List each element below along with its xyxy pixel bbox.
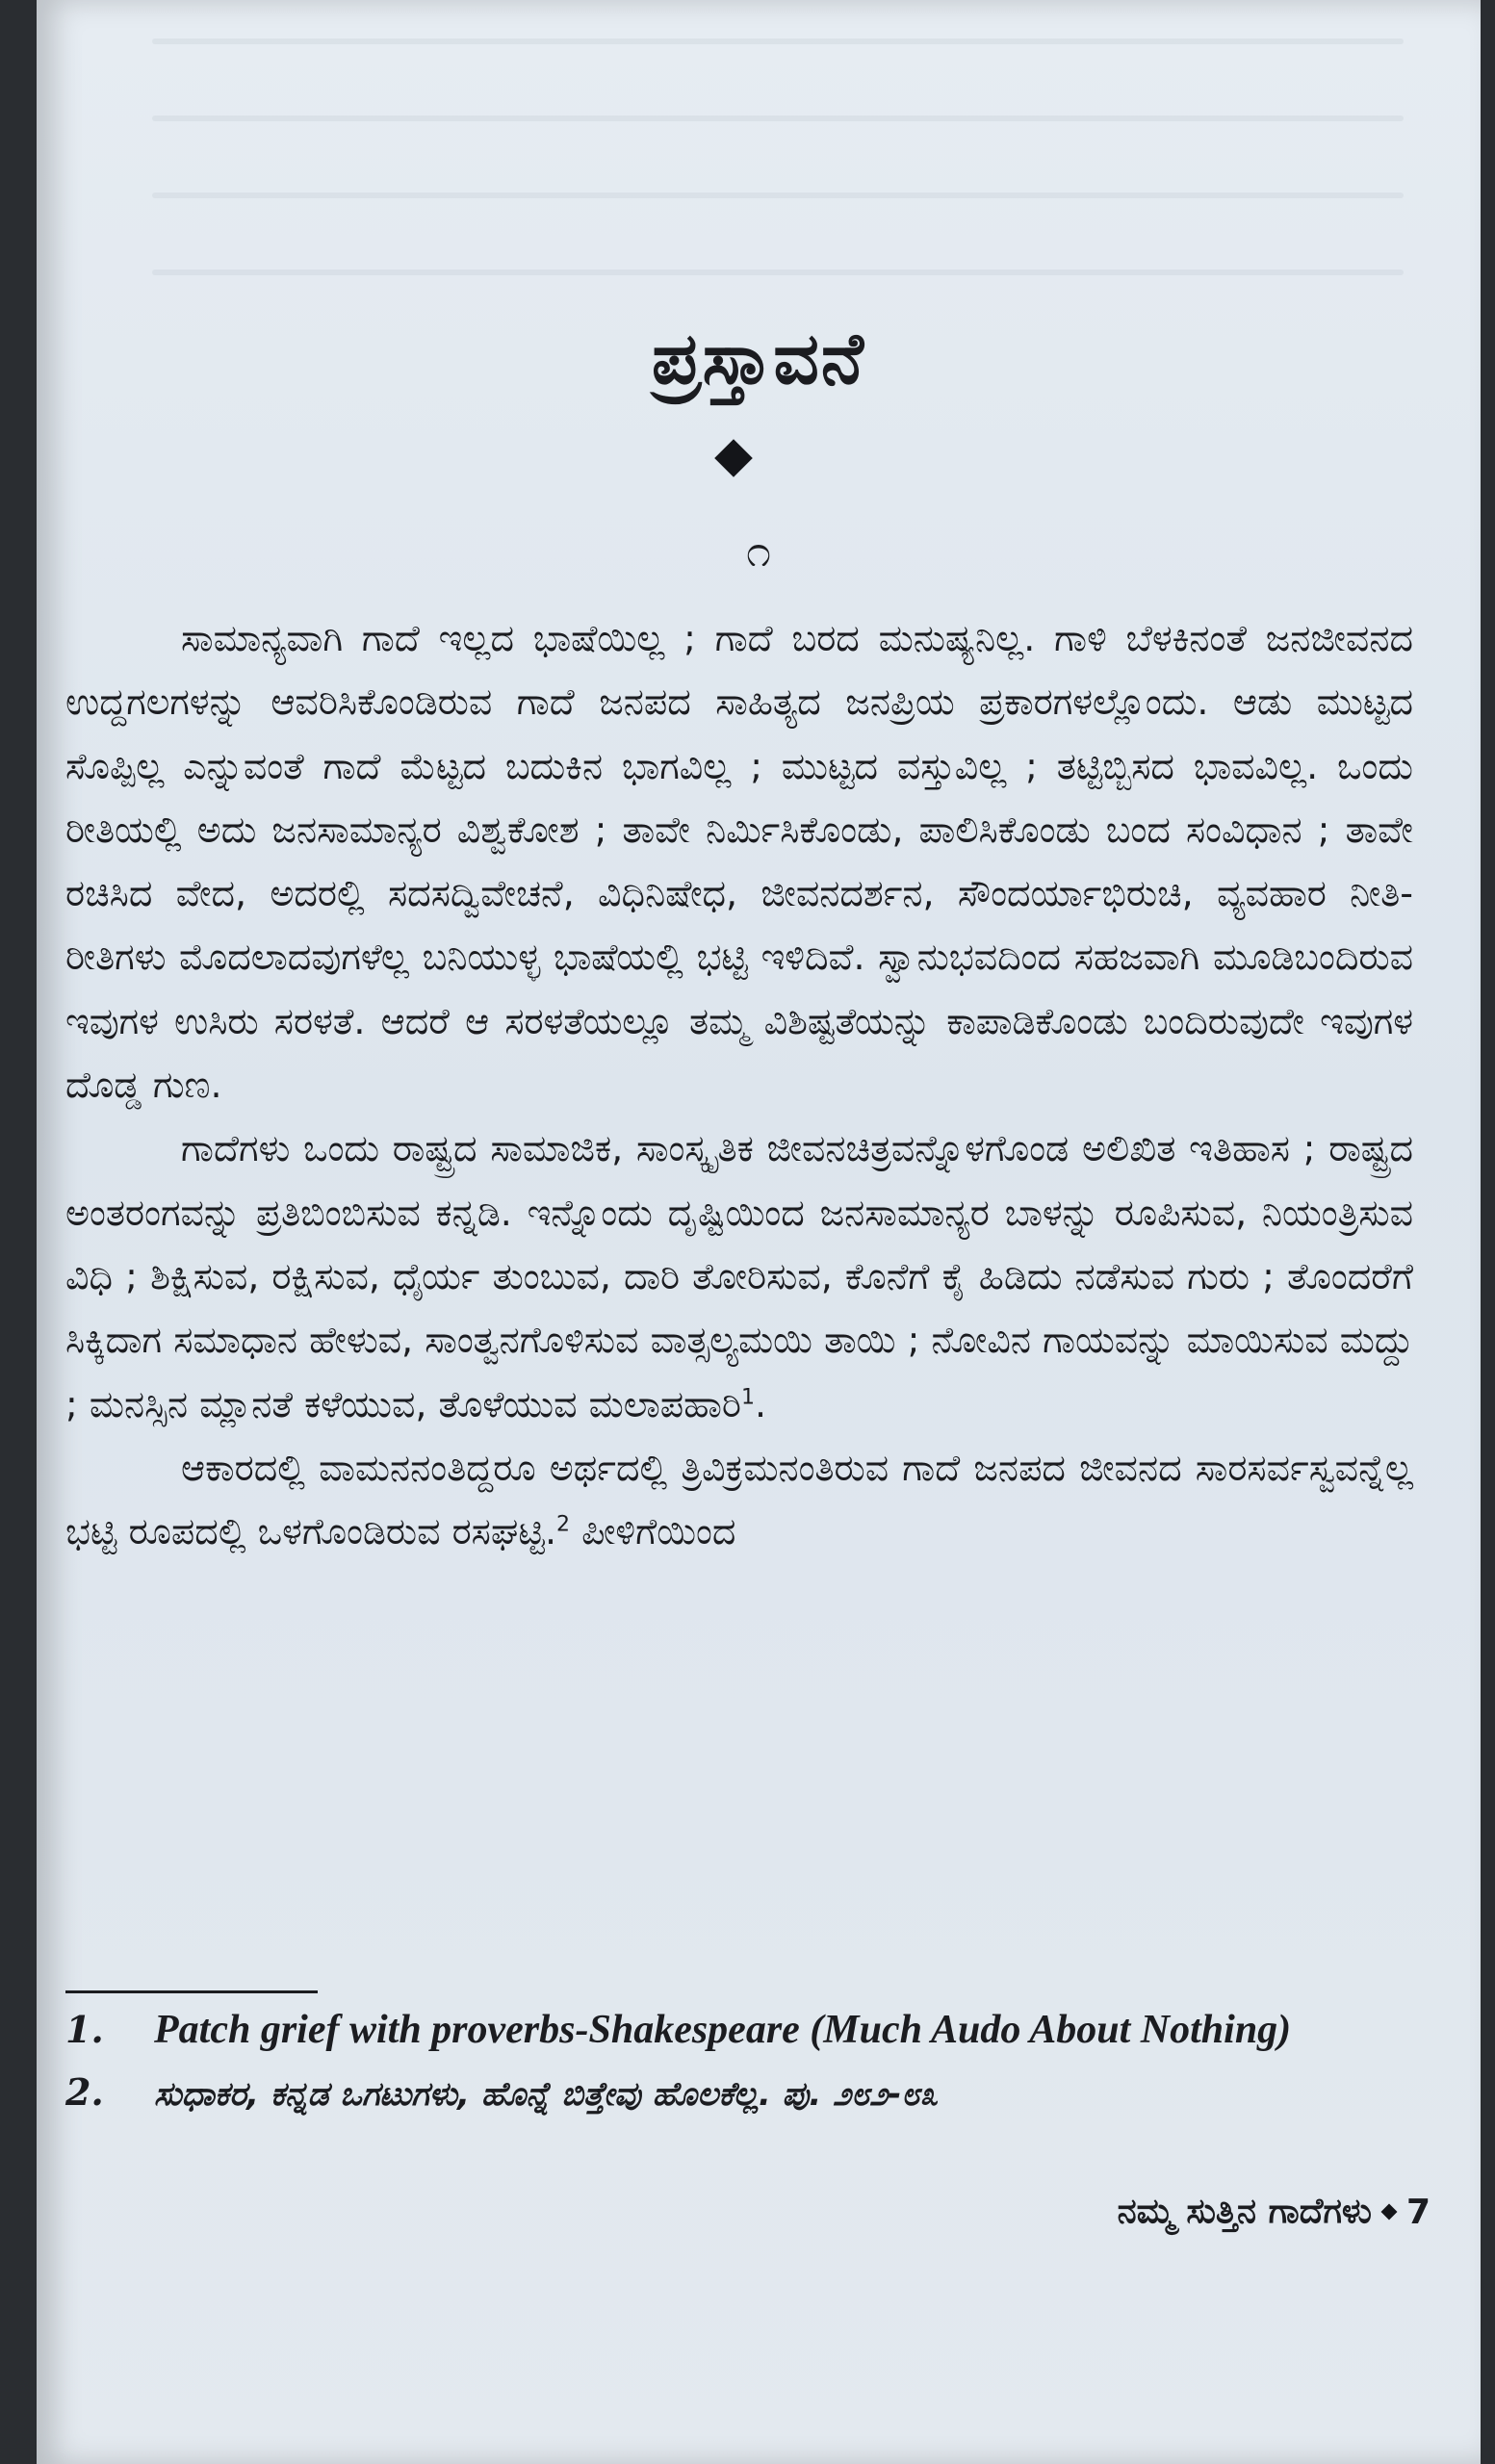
show-through-line [152,38,1404,44]
footer-diamond-icon [1380,2204,1397,2220]
footnote-ref[interactable]: 1 [740,1384,755,1409]
footnote [65,2070,1432,2134]
book-page [37,0,1481,2464]
footnote-number: 1. [65,2008,104,2051]
footnote-number: 2. [65,2070,104,2114]
body-text [65,606,1413,1563]
footnote [65,2007,1432,2070]
paragraph: ಗಾದೆಗಳು ಒಂದು ರಾಷ್ಟ್ರದ ಸಾಮಾಜಿಕ, ಸಾಂಸ್ಕೃತಿಕ ಜೀವನಚಿತ್ರವನ್ನೊಳಗೊಂಡ ಅಲಿಖಿತ ಇತಿಹಾಸ ; ರಾಷ್ಟ್ರದ ಅಂತರಂಗವನ್ನು ಪ್ರತಿಬಿಂಬಿಸುವ ಕನ್ನಡಿ. ಇನ್ನೊಂದು ದೃಷ್ಟಿಯಿಂದ ಜನಸಾಮಾನ್ಯರ ಬಾಳನ್ನು ರೂಪಿಸುವ, ನಿಯಂತ್ರಿಸುವ ವಿಧಿ ; ಶಿಕ್ಷಿಸುವ, ರಕ್ಷಿಸುವ, ಧೈರ್ಯ ತುಂಬುವ, ದಾರಿ ತೋರಿಸುವ, ಕೊನೆಗೆ ಕೈ ಹಿಡಿದು ನಡೆಸುವ ಗುರು ; ತೊಂದರೆಗೆ ಸಿಕ್ಕಿದಾಗ ಸಮಾಧಾನ ಹೇಳುವ, ಸಾಂತ್ವನಗೊಳಿಸುವ ವಾತ್ಸಲ್ಯಮಯಿ ತಾಯಿ ; ನೋವಿನ ಗಾಯವನ್ನು ಮಾಯಿಸುವ ಮದ್ದು ; ಮನಸ್ಸಿನ ಮ್ಲಾನತೆ ಕಳೆಯುವ, ತೊಳೆಯುವ ಮಲಾಪಹಾರಿ$^1$. [65,1127,1413,1425]
page-number: 7 [1405,2192,1431,2232]
page-title: ಪ್ರಸ್ತಾವನೆ [651,318,865,400]
footnotes [65,2007,1432,2134]
running-footer [1118,2192,1431,2232]
footnote-text: Patch grief with proverbs-Shakespeare (Much Audo About Nothing) [154,2008,1292,2052]
paragraph: ಸಾಮಾನ್ಯವಾಗಿ ಗಾದೆ ಇಲ್ಲದ ಭಾಷೆಯಿಲ್ಲ ; ಗಾದೆ ಬರದ ಮನುಷ್ಯನಿಲ್ಲ. ಗಾಳಿ ಬೆಳಕಿನಂತೆ ಜನಜೀವನದ ಉದ್ದಗಲಗಳನ್ನು ಆವರಿಸಿಕೊಂಡಿರುವ ಗಾದೆ ಜನಪದ ಸಾಹಿತ್ಯದ ಜನಪ್ರಿಯ ಪ್ರಕಾರಗಳಲ್ಲೊಂದು. ಆಡು ಮುಟ್ಟದ ಸೊಪ್ಪಿಲ್ಲ ಎನ್ನುವಂತೆ ಗಾದೆ ಮೆಟ್ಟದ ಬದುಕಿನ ಭಾಗವಿಲ್ಲ ; ಮುಟ್ಟದ ವಸ್ತುವಿಲ್ಲ ; ತಟ್ಟಿಬ್ಬಿಸದ ಭಾವವಿಲ್ಲ. ಒಂದು ರೀತಿಯಲ್ಲಿ ಅದು ಜನಸಾಮಾನ್ಯರ ವಿಶ್ವಕೋಶ ; ತಾವೇ ನಿರ್ಮಿಸಿಕೊಂಡು, ಪಾಲಿಸಿಕೊಂಡು ಬಂದ ಸಂವಿಧಾನ ; ತಾವೇ ರಚಿಸಿದ ವೇದ, ಅದರಲ್ಲಿ ಸದಸದ್ವಿವೇಚನೆ, ವಿಧಿನಿಷೇಧ, ಜೀವನದರ್ಶನ, ಸೌಂದರ್ಯಾಭಿರುಚಿ, ವ್ಯವಹಾರ ನೀತಿ-ರೀತಿಗಳು ಮೊದಲಾದವುಗಳೆಲ್ಲ ಬನಿಯುಳ್ಳ ಭಾಷೆಯಲ್ಲಿ ಭಟ್ಟಿ ಇಳಿದಿವೆ. ಸ್ವಾನುಭವದಿಂದ ಸಹಜವಾಗಿ ಮೂಡಿಬಂದಿರುವ ಇವುಗಳ ಉಸಿರು ಸರಳತೆ. ಆದರೆ ಆ ಸರಳತೆಯಲ್ಲೂ ತಮ್ಮ ವಿಶಿಷ್ಟತೆಯನ್ನು ಕಾಪಾಡಿಕೊಂಡು ಬಂದಿರುವುದೇ ಇವುಗಳ ದೊಡ್ಡ ಗುಣ. [65,617,1413,1107]
show-through-line [152,270,1404,275]
show-through-line [152,192,1404,198]
paragraph: ಆಕಾರದಲ್ಲಿ ವಾಮನನಂತಿದ್ದರೂ ಅರ್ಥದಲ್ಲಿ ತ್ರಿವಿಕ್ರಮನಂತಿರುವ ಗಾದೆ ಜನಪದ ಜೀವನದ ಸಾರಸರ್ವಸ್ವವನ್ನೆಲ್ಲ ಭಟ್ಟಿ ರೂಪದಲ್ಲಿ ಒಳಗೊಂಡಿರುವ ರಸಘಟ್ಟಿ.$^2$ ಪೀಳಿಗೆಯಿಂದ [65,1446,1413,1553]
footnote-ref[interactable]: 2 [556,1512,571,1537]
section-number: ೧ [746,525,771,577]
diamond-ornament-icon [714,439,753,477]
book-title: ನಮ್ಮ ಸುತ್ತಿನ ಗಾದೆಗಳು [1117,2192,1372,2231]
footnote-divider [65,1990,318,1993]
footnote-text: ಸುಧಾಕರ, ಕನ್ನಡ ಒಗಟುಗಳು, ಹೊನ್ನೆ ಬಿತ್ತೇವು ಹೊಲಕೆಲ್ಲ. ಪು. ೨೮೨-೮೩ [154,2075,939,2114]
show-through-line [152,116,1404,121]
